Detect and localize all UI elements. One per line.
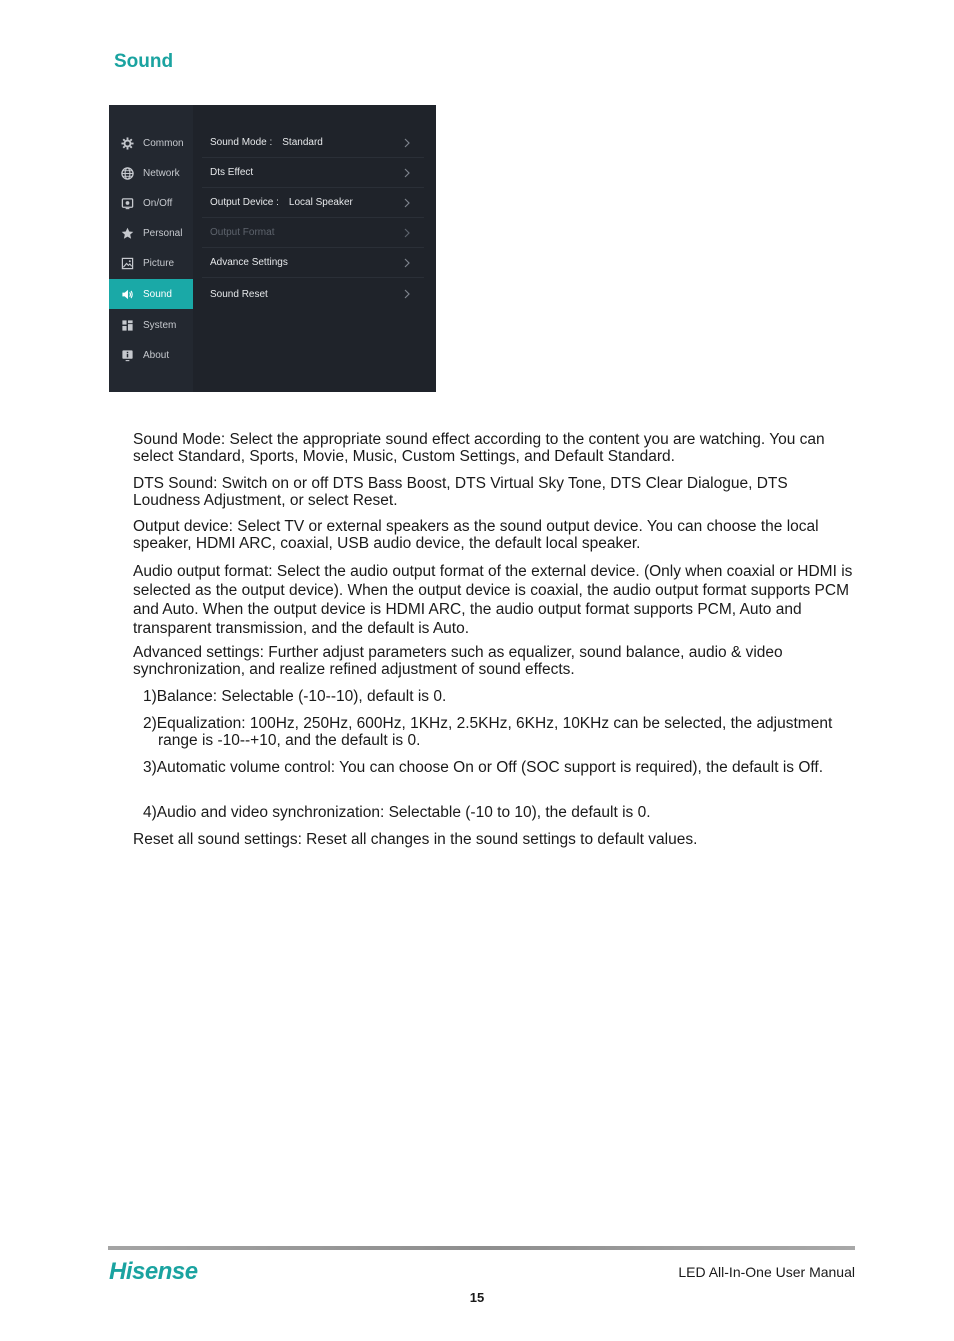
section-title: Sound — [114, 51, 174, 72]
sidebar-item-label: Personal — [143, 227, 183, 239]
sidebar-item-picture[interactable] — [109, 248, 193, 278]
sidebar-item-label: Common — [143, 137, 184, 149]
list-item-av-sync: 4)Audio and video synchronization: Selectable (-10 to 10), the default is 0. — [143, 804, 651, 821]
globe-icon — [121, 167, 134, 180]
menu-item-label: Dts Effect — [210, 167, 254, 178]
sidebar-item-label: Picture — [143, 257, 175, 269]
menu-item-output-format — [202, 218, 424, 248]
sidebar-item-label: On/Off — [143, 197, 173, 209]
menu-item-value: Local Speaker — [288, 197, 353, 208]
menu-item-label: Advance Settings — [210, 257, 288, 268]
sidebar-item-label: Sound — [143, 288, 172, 300]
menu-item-value: Standard — [282, 137, 323, 148]
chevron-right-icon — [402, 138, 412, 148]
menu-item-advance-settings[interactable] — [202, 248, 424, 278]
menu-item-output-device[interactable] — [202, 188, 424, 218]
page-number: 15 — [469, 1290, 485, 1305]
paragraph-sound-mode: Sound Mode: Select the appropriate sound effect according to the content you are watching. You can select Standard, Sports, Movie, Music, Custom Settings, and Default Standard. — [133, 431, 825, 465]
menu-item-label: Sound Mode : — [210, 137, 273, 148]
sidebar-item-network[interactable] — [109, 158, 193, 188]
sidebar-item-on-off[interactable] — [109, 188, 193, 218]
list-item-equalization: 2)Equalization: 100Hz, 250Hz, 600Hz, 1KHz, 2.5KHz, 6KHz, 10KHz can be selected, the adjustment range is -10--+10, and the default is 0. — [143, 715, 833, 749]
hisense-logo: Hisense — [109, 1258, 198, 1285]
sidebar-item-about[interactable] — [109, 340, 193, 370]
sidebar-item-label: About — [143, 349, 170, 361]
settings-sidebar — [109, 105, 193, 392]
sidebar-item-label: Network — [143, 167, 180, 179]
list-item-balance: 1)Balance: Selectable (-10--10), default is 0. — [143, 688, 447, 705]
speaker-icon — [121, 288, 134, 301]
info-icon — [121, 349, 134, 362]
gear-icon — [121, 137, 134, 150]
paragraph-audio-output-format: Audio output format: Select the audio output format of the external device. (Only when coaxial or HDMI is selected as the output device). When the output device is coaxial, the audio output format supports PCM and Auto. When the output device is HDMI ARC, the audio output format supports PCM, Auto and transparent transmission, and the default is Auto. — [133, 563, 853, 637]
sidebar-item-system[interactable] — [109, 310, 193, 340]
sidebar-item-personal[interactable] — [109, 218, 193, 248]
menu-item-dts-effect[interactable] — [202, 158, 424, 188]
menu-item-label: Output Format — [210, 227, 275, 238]
menu-item-sound-mode[interactable] — [202, 128, 424, 158]
menu-item-label: Sound Reset — [210, 288, 268, 300]
manual-title: LED All-In-One User Manual — [678, 1264, 855, 1280]
power-icon — [121, 197, 134, 210]
list-item-automatic-volume: 3)Automatic volume control: You can choose On or Off (SOC support is required), the default is Off. — [143, 759, 824, 776]
paragraph-reset-sound: Reset all sound settings: Reset all changes in the sound settings to default values. — [133, 831, 698, 848]
footer-divider — [108, 1246, 855, 1250]
grid-icon — [121, 319, 134, 332]
paragraph-dts-sound: DTS Sound: Switch on or off DTS Bass Boost, DTS Virtual Sky Tone, DTS Clear Dialogue, DTS Loudness Adjustment, or select Reset. — [133, 475, 788, 509]
image-icon — [121, 257, 134, 270]
star-icon — [121, 227, 134, 240]
sidebar-item-label: System — [143, 319, 177, 331]
chevron-right-icon — [402, 168, 412, 178]
chevron-right-icon — [402, 289, 412, 299]
sound-settings-screenshot — [109, 105, 436, 392]
chevron-right-icon — [402, 198, 412, 208]
chevron-right-icon — [402, 258, 412, 268]
chevron-right-icon — [402, 228, 412, 238]
sidebar-item-sound[interactable] — [109, 279, 193, 309]
paragraph-output-device: Output device: Select TV or external speakers as the sound output device. You can choose the local speaker, HDMI ARC, coaxial, USB audio device, the default local speaker. — [133, 518, 819, 552]
menu-item-sound-reset[interactable] — [202, 279, 424, 309]
sidebar-item-common[interactable] — [109, 128, 193, 158]
paragraph-advanced-settings: Advanced settings: Further adjust parameters such as equalizer, sound balance, audio & video synchronization, and realize refined adjustment of sound effects. — [133, 644, 783, 678]
menu-item-label: Output Device : — [210, 197, 279, 208]
